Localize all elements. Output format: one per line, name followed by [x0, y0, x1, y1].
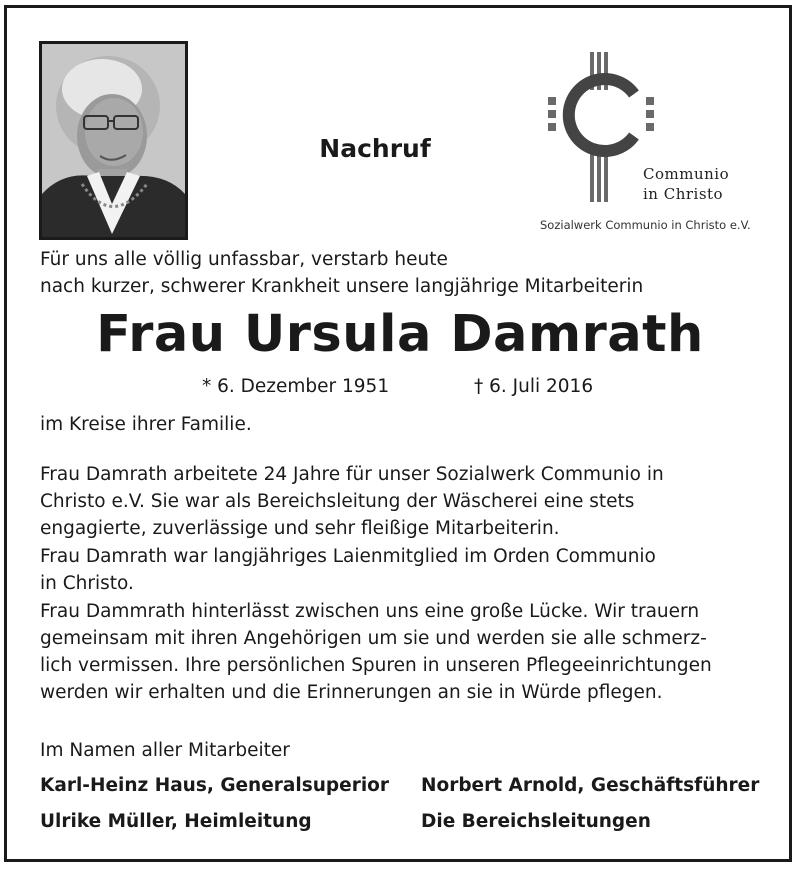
body-line: gemeinsam mit ihren Angehörigen um sie und werden sie alle schmerz- — [40, 628, 707, 649]
birth-date: * 6. Dezember 1951 — [202, 376, 390, 397]
portrait-photo — [39, 41, 188, 240]
body-line: werden wir erhalten und die Erinnerungen an sie in Würde pflegen. — [40, 682, 663, 703]
signature-general-superior: Karl-Heinz Haus, Generalsuperior — [40, 775, 389, 796]
signature-home-management: Ulrike Müller, Heimleitung — [40, 811, 312, 832]
logo-subtitle: Sozialwerk Communio in Christo e.V. — [540, 218, 751, 232]
logo-name-line2: in Christo — [643, 185, 724, 203]
death-date: † 6. Juli 2016 — [474, 376, 594, 397]
body-line: engagierte, zuverlässige und sehr fleißige Mitarbeiterin. — [40, 518, 560, 539]
logo-name-line1: Communio — [643, 165, 730, 183]
deceased-name: Frau Ursula Damrath — [96, 305, 704, 364]
family-line: im Kreise ihrer Familie. — [40, 414, 252, 435]
communio-logo — [536, 46, 766, 236]
body-line: lich vermissen. Ihre persönlichen Spuren in unseren Pflegeeinrichtungen — [40, 655, 712, 676]
signature-managing-director: Norbert Arnold, Geschäftsführer — [421, 775, 760, 796]
body-line: Frau Damrath arbeitete 24 Jahre für unser Sozialwerk Communio in — [40, 464, 664, 485]
body-line: Christo e.V. Sie war als Bereichsleitung der Wäscherei eine stets — [40, 491, 635, 512]
intro-line-1: Für uns alle völlig unfassbar, verstarb heute — [40, 249, 448, 270]
body-line: Frau Dammrath hinterlässt zwischen uns eine große Lücke. Wir trauern — [40, 601, 700, 622]
notice-heading: Nachruf — [319, 134, 431, 163]
body-line: Frau Damrath war langjähriges Laienmitglied im Orden Communio — [40, 546, 656, 567]
logo-name — [643, 164, 729, 204]
closing-line: Im Namen aller Mitarbeiter — [40, 740, 290, 761]
intro-line-2: nach kurzer, schwerer Krankheit unsere langjährige Mitarbeiterin — [40, 276, 644, 297]
body-line: in Christo. — [40, 573, 134, 594]
signature-department-heads: Die Bereichsleitungen — [421, 811, 651, 832]
